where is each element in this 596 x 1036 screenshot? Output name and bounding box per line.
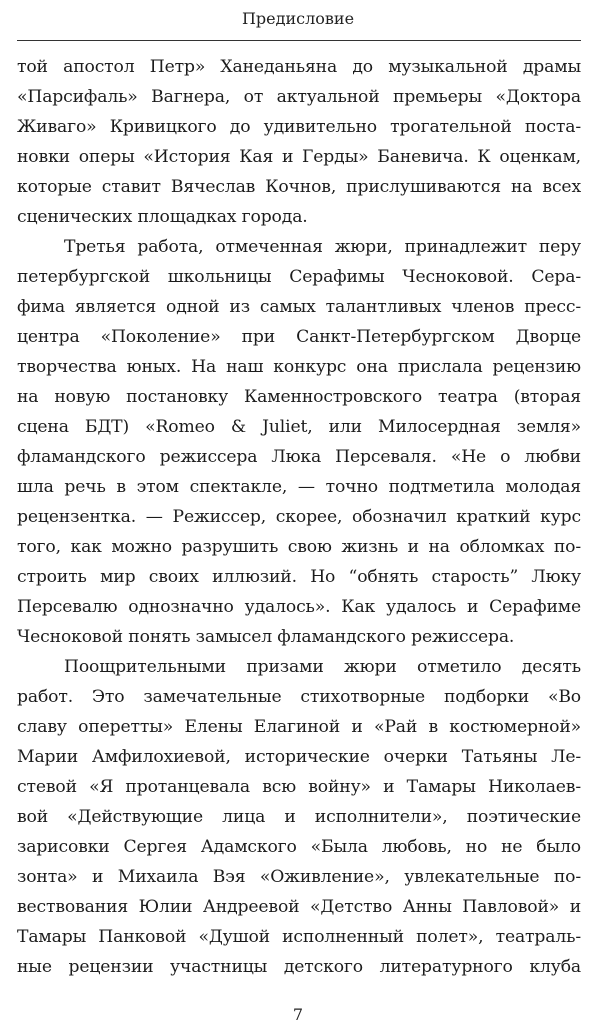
text-line: фламандского режиссера Люка Персеваля. «Не о любви [17,447,581,467]
text-line: работ. Это замечательные стихотворные подборки «Во [17,687,581,707]
text-line: на новую постановку Каменностровского театра (вторая [17,387,581,407]
text-line: вествования Юлии Андреевой «Детство Анны Павловой» и [17,897,581,917]
text-line: Чесноковой понять замысел фламандского режиссера. [17,627,515,647]
header-rule [17,40,581,41]
text-line: Марии Амфилохиевой, исторические очерки Татьяны Ле- [17,747,581,767]
text-line: Тамары Панковой «Душой исполненный полет», театраль- [17,927,581,947]
text-line: Персевалю однозначно удалось». Как удалось и Серафиме [17,597,581,617]
text-line: творчества юных. На наш конкурс она прислала рецензию [17,357,581,377]
text-line: ные рецензии участницы детского литературного клуба [17,957,581,977]
text-line: стевой «Я протанцевала всю войну» и Тамары Николаев- [17,777,581,797]
text-line: сцена БДТ) «Romeo & Juliet, или Милосердная земля» [17,417,581,437]
page-number: 7 [292,1005,304,1024]
text-line: которые ставит Вячеслав Кочнов, прислушиваются на всех [17,177,581,197]
body-text [17,52,581,982]
text-line: рецензентка. — Режиссер, скорее, обозначил краткий курс [17,507,581,527]
text-line: вой «Действующие лица и исполнители», поэтические [17,807,581,827]
text-line: зарисовки Сергея Адамского «Была любовь, но не было [17,837,581,857]
text-line: петербургской школьницы Серафимы Чесноковой. Сера- [17,267,581,287]
text-line: центра «Поколение» при Санкт-Петербургском Дворце [17,327,581,347]
text-line: того, как можно разрушить свою жизнь и на обломках по- [17,537,581,557]
text-line: новки оперы «История Кая и Герды» Баневича. К оценкам, [17,147,581,167]
text-line: той апостол Петр» Ханеданьяна до музыкальной драмы [17,57,581,77]
text-line: Живаго» Кривицкого до удивительно трогательной поста- [17,117,581,137]
running-head: Предисловие [241,9,355,28]
text-line: фима является одной из самых талантливых членов пресс- [17,297,581,317]
text-line: славу оперетты» Елены Елагиной и «Рай в костюмерной» [17,717,581,737]
paragraph-1 [17,52,581,232]
text-line: Третья работа, отмеченная жюри, принадлежит перу [64,237,581,257]
text-line: зонта» и Михаила Вэя «Оживление», увлекательные по- [17,867,581,887]
paragraph-3 [17,652,581,982]
paragraph-2 [17,232,581,652]
text-line: сценических площадках города. [17,207,308,227]
text-line: Поощрительными призами жюри отметило десять [64,657,581,677]
text-line: строить мир своих иллюзий. Но “обнять старость” Люку [17,567,581,587]
text-line: шла речь в этом спектакле, — точно подтметила молодая [17,477,581,497]
text-line: «Парсифаль» Вагнера, от актуальной премьеры «Доктора [17,87,581,107]
